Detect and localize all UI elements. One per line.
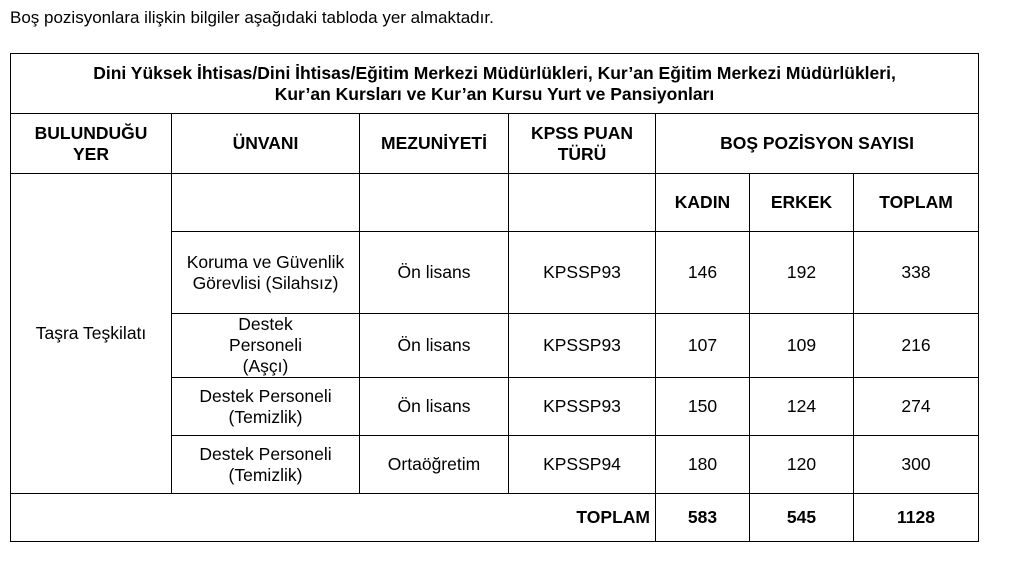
- erkek-cell: 109: [750, 314, 854, 378]
- kpss-cell: KPSSP93: [509, 378, 656, 436]
- total-kadin: 583: [656, 494, 750, 542]
- empty-cell: [360, 174, 509, 232]
- subheader-row: [11, 174, 979, 232]
- kadin-cell: 146: [656, 232, 750, 314]
- mezuniyet-cell: Ön lisans: [360, 378, 509, 436]
- unvan-cell: Koruma ve Güvenlik Görevlisi (Silahsız): [172, 232, 360, 314]
- kadin-cell: 180: [656, 436, 750, 494]
- unvan-cell: Destek Personeli (Aşçı): [172, 314, 360, 378]
- header-bos-pozisyon-sayisi: BOŞ POZİSYON SAYISI: [656, 114, 979, 174]
- table-title-line-2: Kur’an Kursları ve Kur’an Kursu Yurt ve Pansiyonları: [274, 83, 715, 104]
- toplam-cell: 338: [854, 232, 979, 314]
- total-toplam: 1128: [854, 494, 979, 542]
- header-bulundugu-yer: BULUNDUĞU YER: [11, 114, 172, 174]
- header-unvani: ÜNVANI: [172, 114, 360, 174]
- mezuniyet-cell: Ortaöğretim: [360, 436, 509, 494]
- header-row: [11, 114, 979, 174]
- kadin-cell: 150: [656, 378, 750, 436]
- unvan-cell: Destek Personeli (Temizlik): [172, 436, 360, 494]
- toplam-cell: 274: [854, 378, 979, 436]
- header-kadin: KADIN: [656, 174, 750, 232]
- header-erkek: ERKEK: [750, 174, 854, 232]
- kadin-cell: 107: [656, 314, 750, 378]
- intro-text: Boş pozisyonlara ilişkin bilgiler aşağıdaki tabloda yer almaktadır.: [10, 8, 494, 27]
- table-title-line-1: Dini Yüksek İhtisas/Dini İhtisas/Eğitim Merkezi Müdürlükleri, Kur’an Eğitim Merkezi Müdürlükleri,: [93, 62, 896, 83]
- mezuniyet-cell: Ön lisans: [360, 314, 509, 378]
- location-cell: Taşra Teşkilatı: [11, 174, 172, 494]
- erkek-cell: 120: [750, 436, 854, 494]
- unvan-cell: Destek Personeli (Temizlik): [172, 378, 360, 436]
- kpss-cell: KPSSP93: [509, 232, 656, 314]
- toplam-cell: 216: [854, 314, 979, 378]
- kpss-cell: KPSSP94: [509, 436, 656, 494]
- vacancy-table: [10, 53, 979, 542]
- table-title: [11, 54, 979, 114]
- table-title-row: [11, 54, 979, 114]
- empty-cell: [509, 174, 656, 232]
- erkek-cell: 124: [750, 378, 854, 436]
- total-row: [11, 494, 979, 542]
- mezuniyet-cell: Ön lisans: [360, 232, 509, 314]
- header-kpss-puan-turu: KPSS PUAN TÜRÜ: [509, 114, 656, 174]
- erkek-cell: 192: [750, 232, 854, 314]
- toplam-cell: 300: [854, 436, 979, 494]
- header-mezuniyeti: MEZUNİYETİ: [360, 114, 509, 174]
- empty-cell: [172, 174, 360, 232]
- total-erkek: 545: [750, 494, 854, 542]
- total-label: TOPLAM: [11, 494, 656, 542]
- header-toplam: TOPLAM: [854, 174, 979, 232]
- kpss-cell: KPSSP93: [509, 314, 656, 378]
